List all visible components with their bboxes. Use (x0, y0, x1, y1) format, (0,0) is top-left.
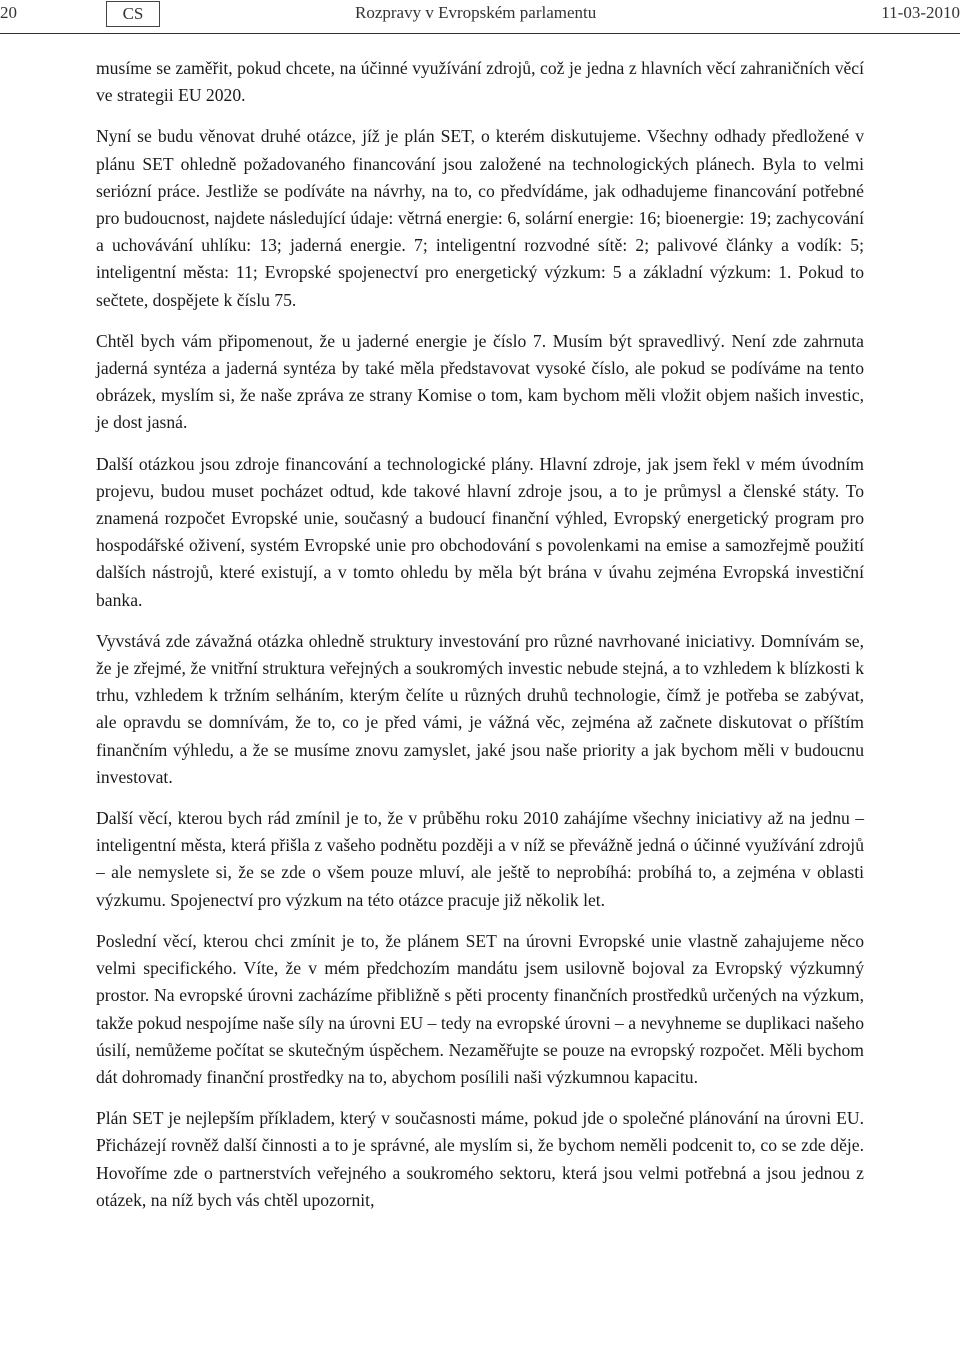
paragraph: Plán SET je nejlepším příkladem, který v současnosti máme, pokud jde o společné plánování na úrovni EU. Přicházejí rovněž další činnosti a to je správné, ale myslím si, že bychom neměli podcenit to, co se zde děje. Hovoříme zde o partnerstvích veřejného a soukromého sektoru, která jsou velmi potřebná a jsou jednou z otázek, na níž bych vás chtěl upozornit, (96, 1108, 864, 1210)
language-badge: CS (106, 1, 160, 27)
paragraph: Poslední věcí, kterou chci zmínit je to, že plánem SET na úrovni Evropské unie vlastně zahajujeme něco velmi specifického. Víte, že v mém předchozím mandátu jsem usilovně bojoval za Evropský výzkumný prostor. Na evropské úrovni zacházíme přibližně s pěti procenty finančních prostředků určených na výzkum, takže pokud nespojíme naše síly na úrovni EU – tedy na evropské úrovni – a nevyhneme se duplikaci našeho úsilí, nemůžeme počítat se skutečným úspěchem. Nezaměřujte se pouze na evropský rozpočet. Měli bychom dát dohromady finanční prostředky na to, abychom posílili naši výzkumnou kapacitu. (96, 930, 864, 1087)
paragraph: Nyní se budu věnovat druhé otázce, jíž je plán SET, o kterém diskutujeme. Všechny odhady předložené v plánu SET ohledně požadovaného financování jsou založené na technologických plánech. Byla to velmi seriózní práce. Jestliže se podíváte na návrhy, na to, co předvídáme, jak odhadujeme financování potřebné pro budoucnost, najdete následující údaje: větrná energie: 6, solární energie: 16; bioenergie: 19; zachycování a uchovávání uhlíku: 13; jaderná energie. 7; inteligentní rozvodné sítě: 2; palivové články a vodík: 5; inteligentní města: 11; Evropské spojenectví pro energetický výzkum: 5 a základní výzkum: 1. Pokud to sečtete, dospějete k číslu 75. (96, 126, 864, 310)
paragraph: Vyvstává zde závažná otázka ohledně struktury investování pro různé navrhované iniciativy. Domnívám se, že je zřejmé, že vnitřní struktura veřejných a soukromých investic nebude stejná, a to vzhledem k blízkosti k trhu, vzhledem k tržním selháním, kterým čelíte u různých druhů technologie, čímž je potřeba se zabývat, ale opravdu se domnívám, že to, co je před vámi, je vážná věc, zejména až začnete diskutovat o příštím finančním výhledu, a že se musíme znovu zamyslet, jaké jsou naše priority a jak bychom měli v budoucnu investovat. (96, 630, 864, 787)
paragraph: Chtěl bych vám připomenout, že u jaderné energie je číslo 7. Musím být spravedlivý. Není zde zahrnuta jaderná syntéza a jaderná syntéza by také měla představovat vysoké číslo, ale pokud se podíváme na tento obrázek, myslím si, že naše zpráva ze strany Komise o tom, kam bychom měli vložit objem našich investic, je dost jasná. (96, 330, 864, 433)
document-title: Rozpravy v Evropském parlamentu (355, 3, 597, 22)
document-date: 11-03-2010 (881, 3, 960, 22)
page-number: 20 (0, 3, 17, 22)
document-body (96, 55, 864, 1228)
paragraph: Další věcí, kterou bych rád zmínil je to, že v průběhu roku 2010 zahájíme všechny iniciativy až na jednu – inteligentní města, která přišla z vašeho podnětu později a v níž se převážně jedná o účinné využívání zdrojů – ale nemyslete si, že se zde o všem pouze mluví, ale ještě to neprobíhá: probíhá to, a zejména v oblasti výzkumu. Spojenectví pro výzkum na této otázce pracuje již několik let. (96, 808, 864, 910)
page-header (0, 0, 960, 34)
paragraph: Další otázkou jsou zdroje financování a technologické plány. Hlavní zdroje, jak jsem řekl v mém úvodním projevu, budou muset pocházet odtud, kde takové hlavní zdroje jsou, a to je průmysl a členské státy. To znamená rozpočet Evropské unie, současný a budoucí finanční výhled, Evropský energetický program pro hospodářské oživení, systém Evropské unie pro obchodování s povolenkami na emise a samozřejmě použití dalších nástrojů, které existují, a v tomto ohledu by měla být brána v úvahu zejména Evropská investiční banka. (96, 453, 864, 610)
paragraph: musíme se zaměřit, pokud chcete, na účinné využívání zdrojů, což je jedna z hlavních věcí zahraničních věcí ve strategii EU 2020. (96, 58, 864, 106)
